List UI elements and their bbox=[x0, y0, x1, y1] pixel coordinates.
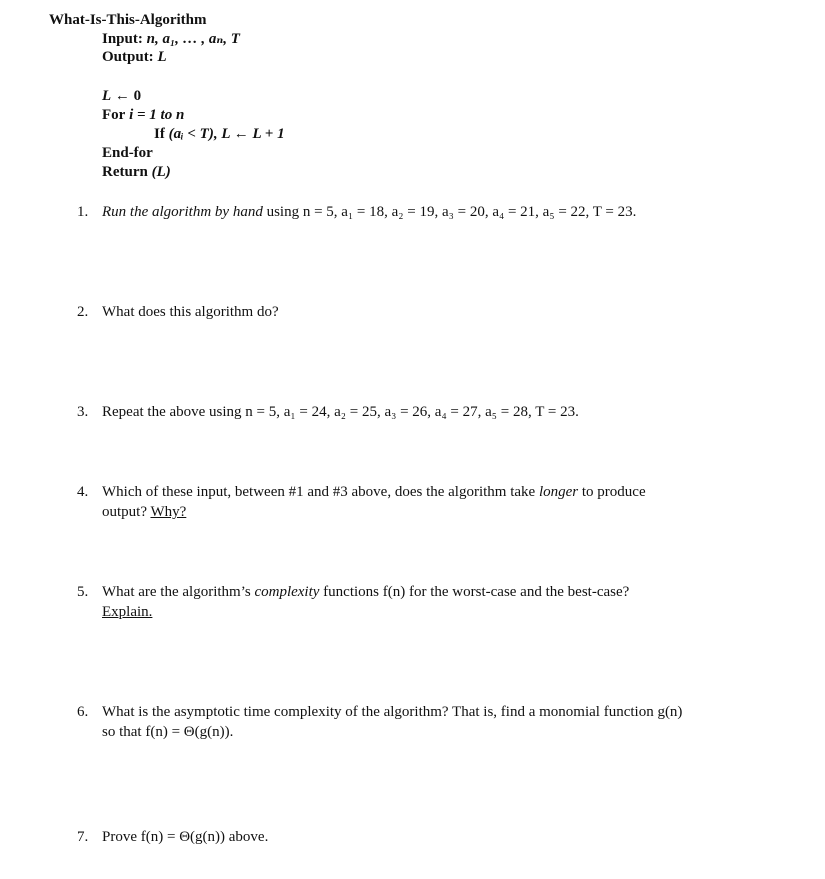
init-value: 0 bbox=[133, 88, 142, 104]
input-label: Input: bbox=[102, 31, 143, 47]
question-line-2: so that f(n) = Θ(g(n)). bbox=[102, 724, 234, 740]
return-keyword: Return bbox=[102, 164, 148, 180]
for-line bbox=[102, 106, 184, 124]
init-var: L bbox=[102, 88, 112, 104]
question-underlined: Explain. bbox=[102, 604, 153, 620]
question-rest: using n = 5, a₁ = 18, a₂ = 19, a₃ = 20, a₄ = 21, a₅ = 22, T = 23. bbox=[262, 204, 637, 220]
question-line-1: What is the asymptotic time complexity of the algorithm? That is, find a monomial function g(n) bbox=[102, 704, 683, 720]
if-assignment: L ← L + 1 bbox=[221, 126, 285, 142]
question-number: 3. bbox=[77, 404, 89, 420]
output-label: Output: bbox=[102, 49, 154, 65]
question-segment: functions f(n) for the worst-case and the best-case? bbox=[319, 584, 630, 600]
if-condition: (aᵢ < T), bbox=[168, 126, 218, 142]
question-number: 4. bbox=[77, 484, 89, 500]
question-number: 5. bbox=[77, 584, 89, 600]
question-text: Repeat the above using n = 5, a₁ = 24, a₂ = 25, a₃ = 26, a₄ = 27, a₅ = 28, T = 23. bbox=[102, 404, 579, 420]
for-keyword: For bbox=[102, 107, 126, 123]
question-italic: longer bbox=[538, 484, 579, 500]
if-keyword: If bbox=[154, 126, 165, 142]
init-line bbox=[102, 87, 141, 105]
question-text: Prove f(n) = Θ(g(n)) above. bbox=[102, 829, 269, 845]
input-vars: n, a₁, … , aₙ, T bbox=[146, 31, 240, 47]
return-value: (L) bbox=[151, 164, 171, 180]
question-line-2 bbox=[102, 503, 186, 521]
question-segment: What are the algorithm’s bbox=[102, 584, 255, 600]
output-line bbox=[102, 48, 167, 66]
question-italic: complexity bbox=[254, 584, 320, 600]
question-segment: Which of these input, between #1 and #3 above, does the algorithm take bbox=[102, 484, 539, 500]
input-line bbox=[102, 30, 240, 48]
question-text: What does this algorithm do? bbox=[102, 304, 279, 320]
endfor-line: End-for bbox=[102, 145, 153, 161]
question-number: 1. bbox=[77, 204, 89, 220]
question-number: 7. bbox=[77, 829, 89, 845]
question-text bbox=[102, 203, 636, 221]
for-expr: i = 1 to n bbox=[129, 107, 185, 123]
question-number: 6. bbox=[77, 704, 89, 720]
question-underlined: Why? bbox=[150, 504, 187, 520]
return-line bbox=[102, 163, 171, 181]
question-segment: to produce bbox=[578, 484, 646, 500]
question-italic: Run the algorithm by hand bbox=[102, 204, 263, 220]
question-segment: output? bbox=[102, 504, 151, 520]
question-number: 2. bbox=[77, 304, 89, 320]
output-var: L bbox=[157, 49, 167, 65]
question-line-1 bbox=[102, 483, 646, 501]
algorithm-title: What-Is-This-Algorithm bbox=[49, 12, 207, 28]
question-line-1 bbox=[102, 583, 629, 601]
init-arrow: ← bbox=[114, 88, 130, 104]
if-line bbox=[154, 125, 285, 143]
